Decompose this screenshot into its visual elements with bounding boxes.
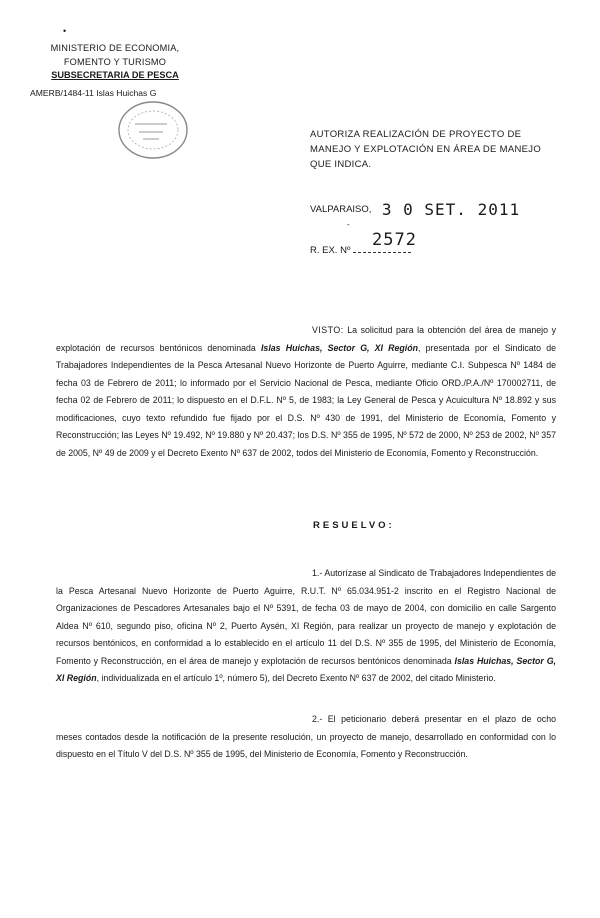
- ministry-line-1: MINISTERIO DE ECONOMIA,: [50, 43, 180, 53]
- point1-area-name: Islas Huichas, Sector G, XI Región: [56, 655, 556, 683]
- point1-text-a: 1.- Autorízase al Sindicato de Trabajadores Independientes de la Pesca Artesanal Nuevo Horizonte de Puerto Aguirre, R.U.T. Nº 65.034.951-2 inscrito en el Registro Nacional de Organizaciones de Pescadores Artesanales bajo el Nº 5391, de fecha 03 de mayo de 2004, con domicilio en calle Sargento Aldea Nº 610, segundo piso, oficina Nº 2, Puerto Aysén, XI Región, para realizar un proyecto de manejo y explotación de recursos bentónicos, en conformidad a lo establecido en el artículo 11 del D.S. Nº 355 de 1995, del Ministerio de Economía, Fomento y Reconstrucción, en el área de manejo y explotación de recursos bentónicos denominada: [56, 568, 556, 666]
- visto-label: VISTO:: [312, 325, 344, 335]
- ministry-line-2: FOMENTO Y TURISMO: [63, 56, 167, 67]
- subsecretaria-title: SUBSECRETARIA DE PESCA: [51, 70, 179, 80]
- date-city: VALPARAISO,: [310, 204, 372, 215]
- point1-text-b: , individualizada en el artículo 1º, número 5), del Decreto Exento Nº 637 de 2002, del citado Ministerio.: [96, 673, 496, 683]
- resolution-number-mark: -: [347, 220, 350, 229]
- visto-text-b: , presentada por el Sindicato de Trabajadores Independientes de la Pesca Artesanal Nuevo Horizonte de Puerto Aguirre, mediante C.I. Subpesca Nº 1484 de fecha 03 de Febrero de 2011; lo informado por el Servicio Nacional de Pesca, mediante Oficio ORD./P.A./Nº 170002711, de fecha 02 de Febrero de 2011; lo dispuesto en el D.F.L. Nº 5, de 1983; la Ley General de Pesca y Acuicultura Nº 18.892 y sus modificaciones, cuyo texto refundido fue fijado por el D.S. Nº 430 de 1991, del Ministerio de Economía, Fomento y Reconstrucción; las Leyes Nº 19.492, Nº 19.880 y Nº 20.437; los D.S. Nº 355 de 1995, Nº 572 de 2000, Nº 253 de 2002, Nº 357 de 2005, Nº 49 de 2009 y el Decreto Exento Nº 637 de 2002, todos del Ministerio de Economía, Fomento y Reconstrucción.: [56, 342, 556, 458]
- visto-text-a: La solicitud para la obtención del área de manejo y explotación de recursos bentónicos denominada: [56, 325, 556, 353]
- header-mark: •: [63, 26, 67, 36]
- visto-paragraph: [56, 322, 556, 462]
- file-reference: AMERB/1484-11 Islas Huichas G: [30, 88, 157, 98]
- date-line: [310, 200, 520, 219]
- date-stamp: 3 0 SET. 2011: [381, 200, 521, 219]
- resolution-point-1: [56, 565, 556, 688]
- resolution-number: [310, 220, 417, 256]
- round-seal-stamp-icon: [115, 98, 191, 162]
- resolution-number-label: R. EX. Nº: [310, 245, 351, 256]
- letterhead: [30, 42, 200, 98]
- visto-area-name: Islas Huichas, Sector G, XI Región: [260, 342, 418, 353]
- resuelvo-heading: RESUELVO:: [313, 520, 395, 531]
- resolution-subject: AUTORIZA REALIZACIÓN DE PROYECTO DE MANEJO Y EXPLOTACIÓN EN ÁREA DE MANEJO QUE INDICA.: [310, 129, 542, 170]
- resolution-number-value: 2572: [372, 230, 417, 250]
- resolution-point-2: 2.- El peticionario deberá presentar en el plazo de ocho meses contados desde la notificación de la presente resolución, un proyecto de manejo, desarrollado en conformidad con lo dispuesto en el Título V del D.S. Nº 355 de 1995, del Ministerio de Economía, Fomento y Reconstrucción.: [56, 714, 556, 759]
